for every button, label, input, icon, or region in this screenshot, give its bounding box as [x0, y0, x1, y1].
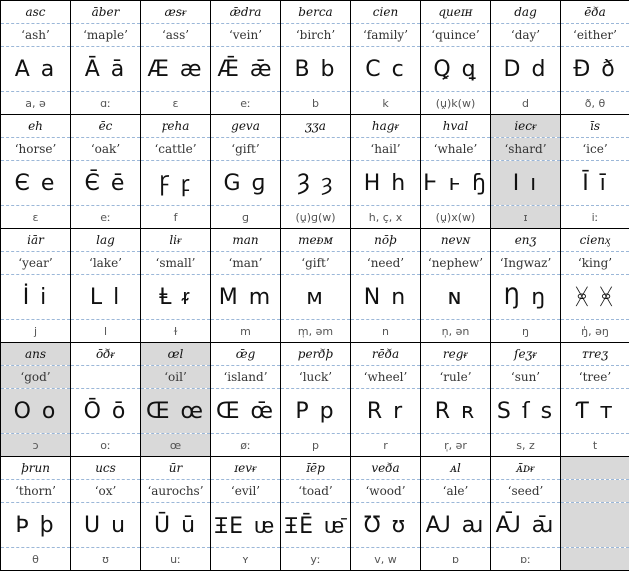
letter-name: ꝼeha [141, 115, 211, 138]
row-1-letter-ipa [1, 92, 629, 115]
letter-ipa: l [71, 320, 141, 343]
letter-ipa: ɪ [491, 206, 561, 229]
letter-glyph: A a [1, 47, 71, 92]
letter-gloss: ‘island’ [211, 366, 281, 389]
letter-gloss: ‘sun’ [491, 366, 561, 389]
letter-ipa: ɛ [141, 92, 211, 115]
letter-name: veða [351, 457, 421, 480]
letter-ipa: f [141, 206, 211, 229]
letter-gloss: ‘evil’ [211, 480, 281, 503]
letter-gloss: ‘nephew’ [421, 252, 491, 275]
letter-name: ᴛreʒ [561, 343, 629, 366]
letter-name: ɪevᵲ [211, 457, 281, 480]
letter-ipa: yː [281, 548, 351, 571]
letter-glyph: G ɡ [211, 161, 281, 206]
letter-ipa: n [351, 320, 421, 343]
letter-glyph: N n [351, 275, 421, 320]
letter-name: ans [1, 343, 71, 366]
letter-ipa: p [281, 434, 351, 457]
letter-name: lag [71, 229, 141, 252]
letter-name: rēða [351, 343, 421, 366]
letter-ipa: ð, θ [561, 92, 629, 115]
letter-ipa: oː [71, 434, 141, 457]
letter-glyph: R r [351, 389, 421, 434]
letter-glyph: Ꜷ ꜷ [421, 503, 491, 548]
letter-name: œ̄g [211, 343, 281, 366]
letter-name: geva [211, 115, 281, 138]
letter-gloss [561, 480, 629, 503]
row-3-letter-name [1, 229, 629, 252]
letter-name: regᵲ [421, 343, 491, 366]
letter-ipa: d [491, 92, 561, 115]
letter-glyph: Œ œ [141, 389, 211, 434]
letter-gloss: ‘aurochs’ [141, 480, 211, 503]
letter-gloss: ‘ash’ [1, 24, 71, 47]
row-2-letter-glyph [1, 161, 629, 206]
letter-gloss: ‘luck’ [281, 366, 351, 389]
row-2-letter-gloss [1, 138, 629, 161]
letter-glyph: R ʀ [421, 389, 491, 434]
letter-name: þrun [1, 457, 71, 480]
row-4-letter-ipa [1, 434, 629, 457]
letter-glyph: C c [351, 47, 421, 92]
letter-ipa: eː [211, 92, 281, 115]
letter-ipa: øː [211, 434, 281, 457]
row-1-letter-gloss [1, 24, 629, 47]
letter-name: ſeʒᵲ [491, 343, 561, 366]
letter-name: īs [561, 115, 629, 138]
letter-gloss: ‘family’ [351, 24, 421, 47]
letter-name: hval [421, 115, 491, 138]
row-2-letter-ipa [1, 206, 629, 229]
letter-gloss: ‘shard’ [491, 138, 561, 161]
letter-glyph: Ɪ̵E ᵫ [211, 503, 281, 548]
letter-name: nōþ [351, 229, 421, 252]
letter-name: ǣdra [211, 1, 281, 24]
letter-gloss [71, 366, 141, 389]
letter-name: ɪ̄ēp [281, 457, 351, 480]
letter-glyph: P p [281, 389, 351, 434]
letter-name: berca [281, 1, 351, 24]
letter-name: enʒ [491, 229, 561, 252]
letter-glyph: Ƭ ᴛ [561, 389, 629, 434]
letter-gloss: ‘king’ [561, 252, 629, 275]
row-1-letter-name [1, 1, 629, 24]
letter-glyph: B b [281, 47, 351, 92]
letter-ipa: ɒ [421, 548, 491, 571]
letter-ipa: eː [71, 206, 141, 229]
letter-glyph: Ū ū [141, 503, 211, 548]
letter-name: ūr [141, 457, 211, 480]
letter-glyph: I ı [491, 161, 561, 206]
letter-name: ʒʒa [281, 115, 351, 138]
table-body [1, 1, 629, 571]
letter-gloss: ‘ice’ [561, 138, 629, 161]
letter-name: ēða [561, 1, 629, 24]
letter-name: ēc [71, 115, 141, 138]
letter-gloss: ‘thorn’ [1, 480, 71, 503]
letter-ipa: œ [141, 434, 211, 457]
letter-glyph: İ i [1, 275, 71, 320]
letter-glyph: Ⱡ ᵲ [141, 275, 211, 320]
letter-glyph: Æ æ [141, 47, 211, 92]
letter-ipa: r [351, 434, 421, 457]
letter-glyph: Ǣ ǣ [211, 47, 281, 92]
letter-name: iār [1, 229, 71, 252]
letter-gloss: ‘ass’ [141, 24, 211, 47]
letter-name: cienᶍ [561, 229, 629, 252]
letter-glyph: Ꝗ ꝗ [421, 47, 491, 92]
letter-name: iecᵲ [491, 115, 561, 138]
letter-ipa: (ṷ)k(w) [421, 92, 491, 115]
letter-ipa: n̩, ən [421, 320, 491, 343]
letter-gloss: ‘cattle’ [141, 138, 211, 161]
letter-name: asc [1, 1, 71, 24]
letter-ipa: k [351, 92, 421, 115]
letter-gloss: ‘rule’ [421, 366, 491, 389]
letter-gloss: ‘lake’ [71, 252, 141, 275]
letter-ipa: v, w [351, 548, 421, 571]
letter-ipa: ŋ̍, əŋ [561, 320, 629, 343]
letter-ipa: ɒː [491, 548, 561, 571]
letter-ipa: ɔ [1, 434, 71, 457]
letter-gloss: ‘oil’ [141, 366, 211, 389]
letter-ipa: h, ç, x [351, 206, 421, 229]
letter-glyph: O o [1, 389, 71, 434]
letter-gloss: ‘year’ [1, 252, 71, 275]
letter-gloss [281, 138, 351, 161]
letter-gloss: ‘ale’ [421, 480, 491, 503]
letter-ipa: uː [141, 548, 211, 571]
letter-gloss: ‘oak’ [71, 138, 141, 161]
letter-glyph: U u [71, 503, 141, 548]
letter-gloss: ‘birch’ [281, 24, 351, 47]
letter-name: meᴆᴍ [281, 229, 351, 252]
letter-ipa: ɛ [1, 206, 71, 229]
letter-name: dag [491, 1, 561, 24]
letter-name [561, 457, 629, 480]
letter-gloss: ‘need’ [351, 252, 421, 275]
letter-glyph: Ō ō [71, 389, 141, 434]
row-4-letter-name [1, 343, 629, 366]
letter-gloss: ‘day’ [491, 24, 561, 47]
letter-ipa: θ [1, 548, 71, 571]
letter-ipa: a, ə [1, 92, 71, 115]
letter-ipa: ɑː [71, 92, 141, 115]
letter-glyph: H h [351, 161, 421, 206]
letter-ipa: j [1, 320, 71, 343]
letter-glyph: Ɪ̵Ē ᵫ̄ [281, 503, 351, 548]
row-3-letter-glyph [1, 275, 629, 320]
letter-gloss: ‘seed’ [491, 480, 561, 503]
letter-glyph: L l [71, 275, 141, 320]
letter-glyph: Þ þ [1, 503, 71, 548]
letter-gloss: ‘god’ [1, 366, 71, 389]
letter-name: ᴀl [421, 457, 491, 480]
letter-name: nevɴ [421, 229, 491, 252]
letter-ipa: ʏ [211, 548, 281, 571]
letter-glyph: M m [211, 275, 281, 320]
letter-gloss: ‘whale’ [421, 138, 491, 161]
letter-gloss: ‘quince’ [421, 24, 491, 47]
letter-glyph: Ī ī [561, 161, 629, 206]
letter-glyph: Ꜷ̄ ꜷ̄ [491, 503, 561, 548]
letter-glyph: Œ̄ œ̄ [211, 389, 281, 434]
letter-ipa: ɡ [211, 206, 281, 229]
letter-gloss: ‘vein’ [211, 24, 281, 47]
letter-ipa: r̩, ər [421, 434, 491, 457]
row-3-letter-gloss [1, 252, 629, 275]
letter-name: ɋueɪʜ [421, 1, 491, 24]
letter-glyph: Ā ā [71, 47, 141, 92]
row-5-letter-glyph [1, 503, 629, 548]
letter-gloss: ‘maple’ [71, 24, 141, 47]
letter-name: āber [71, 1, 141, 24]
letter-name: œl [141, 343, 211, 366]
letter-glyph: Ⱶ ⱶ ɧ [421, 161, 491, 206]
letter-ipa: ʊ [71, 548, 141, 571]
letter-glyph: Ʊ ʊ [351, 503, 421, 548]
row-5-letter-ipa [1, 548, 629, 571]
letter-name: perðþ [281, 343, 351, 366]
letter-gloss: ‘Ingwaz’ [491, 252, 561, 275]
letter-glyph: Ŋ ŋ [491, 275, 561, 320]
letter-gloss: ‘either’ [561, 24, 629, 47]
row-1-letter-glyph [1, 47, 629, 92]
letter-glyph: D d [491, 47, 561, 92]
letter-ipa: m̩, əm [281, 320, 351, 343]
row-2-letter-name [1, 115, 629, 138]
letter-glyph: Ð ð [561, 47, 629, 92]
letter-gloss: ‘toad’ [281, 480, 351, 503]
letter-glyph: S ſ s [491, 389, 561, 434]
letter-name: cien [351, 1, 421, 24]
letter-name: liᵲ [141, 229, 211, 252]
letter-glyph: Ꝼ ꝼ [141, 161, 211, 206]
row-4-letter-glyph [1, 389, 629, 434]
row-3-letter-ipa [1, 320, 629, 343]
letter-ipa: (ṷ)ɡ(w) [281, 206, 351, 229]
letter-name: ucs [71, 457, 141, 480]
letter-gloss: ‘ox’ [71, 480, 141, 503]
letter-gloss: ‘man’ [211, 252, 281, 275]
letter-gloss: ‘wood’ [351, 480, 421, 503]
letter-gloss: ‘wheel’ [351, 366, 421, 389]
letter-ipa: s, z [491, 434, 561, 457]
letter-gloss: ‘gift’ [211, 138, 281, 161]
letter-name: eh [1, 115, 71, 138]
letter-glyph: Є е [1, 161, 71, 206]
letter-name: hagᵲ [351, 115, 421, 138]
row-4-letter-gloss [1, 366, 629, 389]
letter-glyph [561, 503, 629, 548]
letter-glyph: ᴍ [281, 275, 351, 320]
letter-ipa: (ṷ)x(w) [421, 206, 491, 229]
letter-name: ōðᵲ [71, 343, 141, 366]
letter-ipa: ŋ [491, 320, 561, 343]
letter-ipa: iː [561, 206, 629, 229]
letter-gloss: ‘hail’ [351, 138, 421, 161]
letter-name: ᴀ̄ᴅᵲ [491, 457, 561, 480]
letter-glyph: ɴ [421, 275, 491, 320]
letter-name: man [211, 229, 281, 252]
row-5-letter-gloss [1, 480, 629, 503]
row-5-letter-name [1, 457, 629, 480]
letter-gloss: ‘tree’ [561, 366, 629, 389]
letter-ipa [561, 548, 629, 571]
letter-glyph: ᚸ ᚸ [561, 275, 629, 320]
letter-name: æsᵲ [141, 1, 211, 24]
letter-gloss: ‘horse’ [1, 138, 71, 161]
letter-gloss: ‘small’ [141, 252, 211, 275]
letter-ipa: ɫ [141, 320, 211, 343]
letter-gloss: ‘gift’ [281, 252, 351, 275]
letter-glyph: Ȝ ȝ [281, 161, 351, 206]
letter-ipa: m [211, 320, 281, 343]
letter-glyph: Є̄ ē [71, 161, 141, 206]
letter-ipa: t [561, 434, 629, 457]
letter-ipa: b [281, 92, 351, 115]
